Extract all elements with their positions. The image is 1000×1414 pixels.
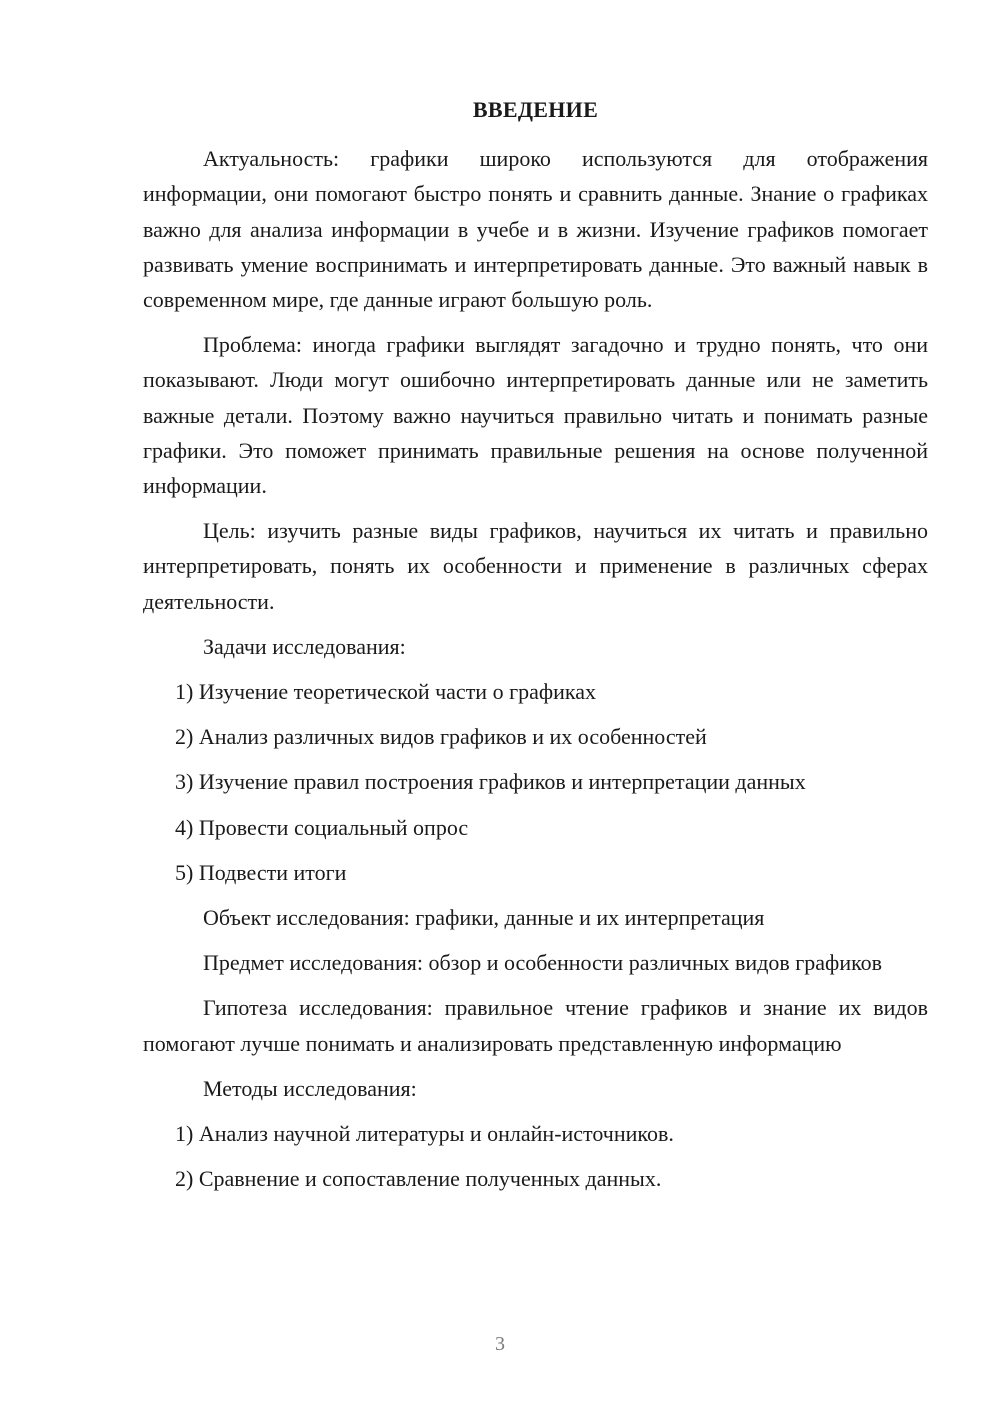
document-page: [143, 92, 928, 1206]
list-item: 4) Провести социальный опрос: [175, 814, 469, 840]
relevance-paragraph: Актуальность: графики широко используются для отображения информации, они помогают быстро понять и сравнить данные. Знание о графиках важно для анализа информации в учебе и в жизни. Изучение графиков помогает развивать умение воспринимать и интерпретировать данные. Это важный навык в современном мире, где данные играют большую роль.: [143, 146, 928, 313]
goal-paragraph: Цель: изучить разные виды графиков, научиться их читать и правильно интерпретировать, понять их особенности и применение в различных сферах деятельности.: [143, 518, 928, 614]
list-item: 1) Изучение теоретической части о графиках: [175, 679, 597, 705]
list-item: 1) Анализ научной литературы и онлайн-источников.: [175, 1121, 674, 1147]
methods-list: [143, 1116, 928, 1196]
list-item: 2) Сравнение и сопоставление полученных данных.: [175, 1166, 662, 1192]
hypothesis-paragraph: Гипотеза исследования: правильное чтение графиков и знание их видов помогают лучше понимать и анализировать представленную информацию: [143, 995, 928, 1056]
document-title: ВВЕДЕНИЕ: [472, 97, 599, 122]
tasks-list: [143, 674, 928, 890]
object-paragraph: Объект исследования: графики, данные и их интерпретация: [203, 905, 765, 931]
page-number: 3: [495, 1333, 505, 1355]
tasks-heading: Задачи исследования:: [203, 633, 406, 659]
list-item: 2) Анализ различных видов графиков и их особенностей: [175, 724, 707, 750]
list-item: 5) Подвести итоги: [175, 859, 347, 885]
methods-heading: Методы исследования:: [203, 1075, 417, 1101]
problem-paragraph: Проблема: иногда графики выглядят загадочно и трудно понять, что они показывают. Люди могут ошибочно интерпретировать данные или не заметить важные детали. Поэтому важно научиться правильно читать и понимать разные графики. Это поможет принимать правильные решения на основе полученной информации.: [143, 332, 928, 499]
subject-paragraph: Предмет исследования: обзор и особенности различных видов графиков: [203, 950, 883, 976]
list-item: 3) Изучение правил построения графиков и интерпретации данных: [175, 769, 806, 795]
